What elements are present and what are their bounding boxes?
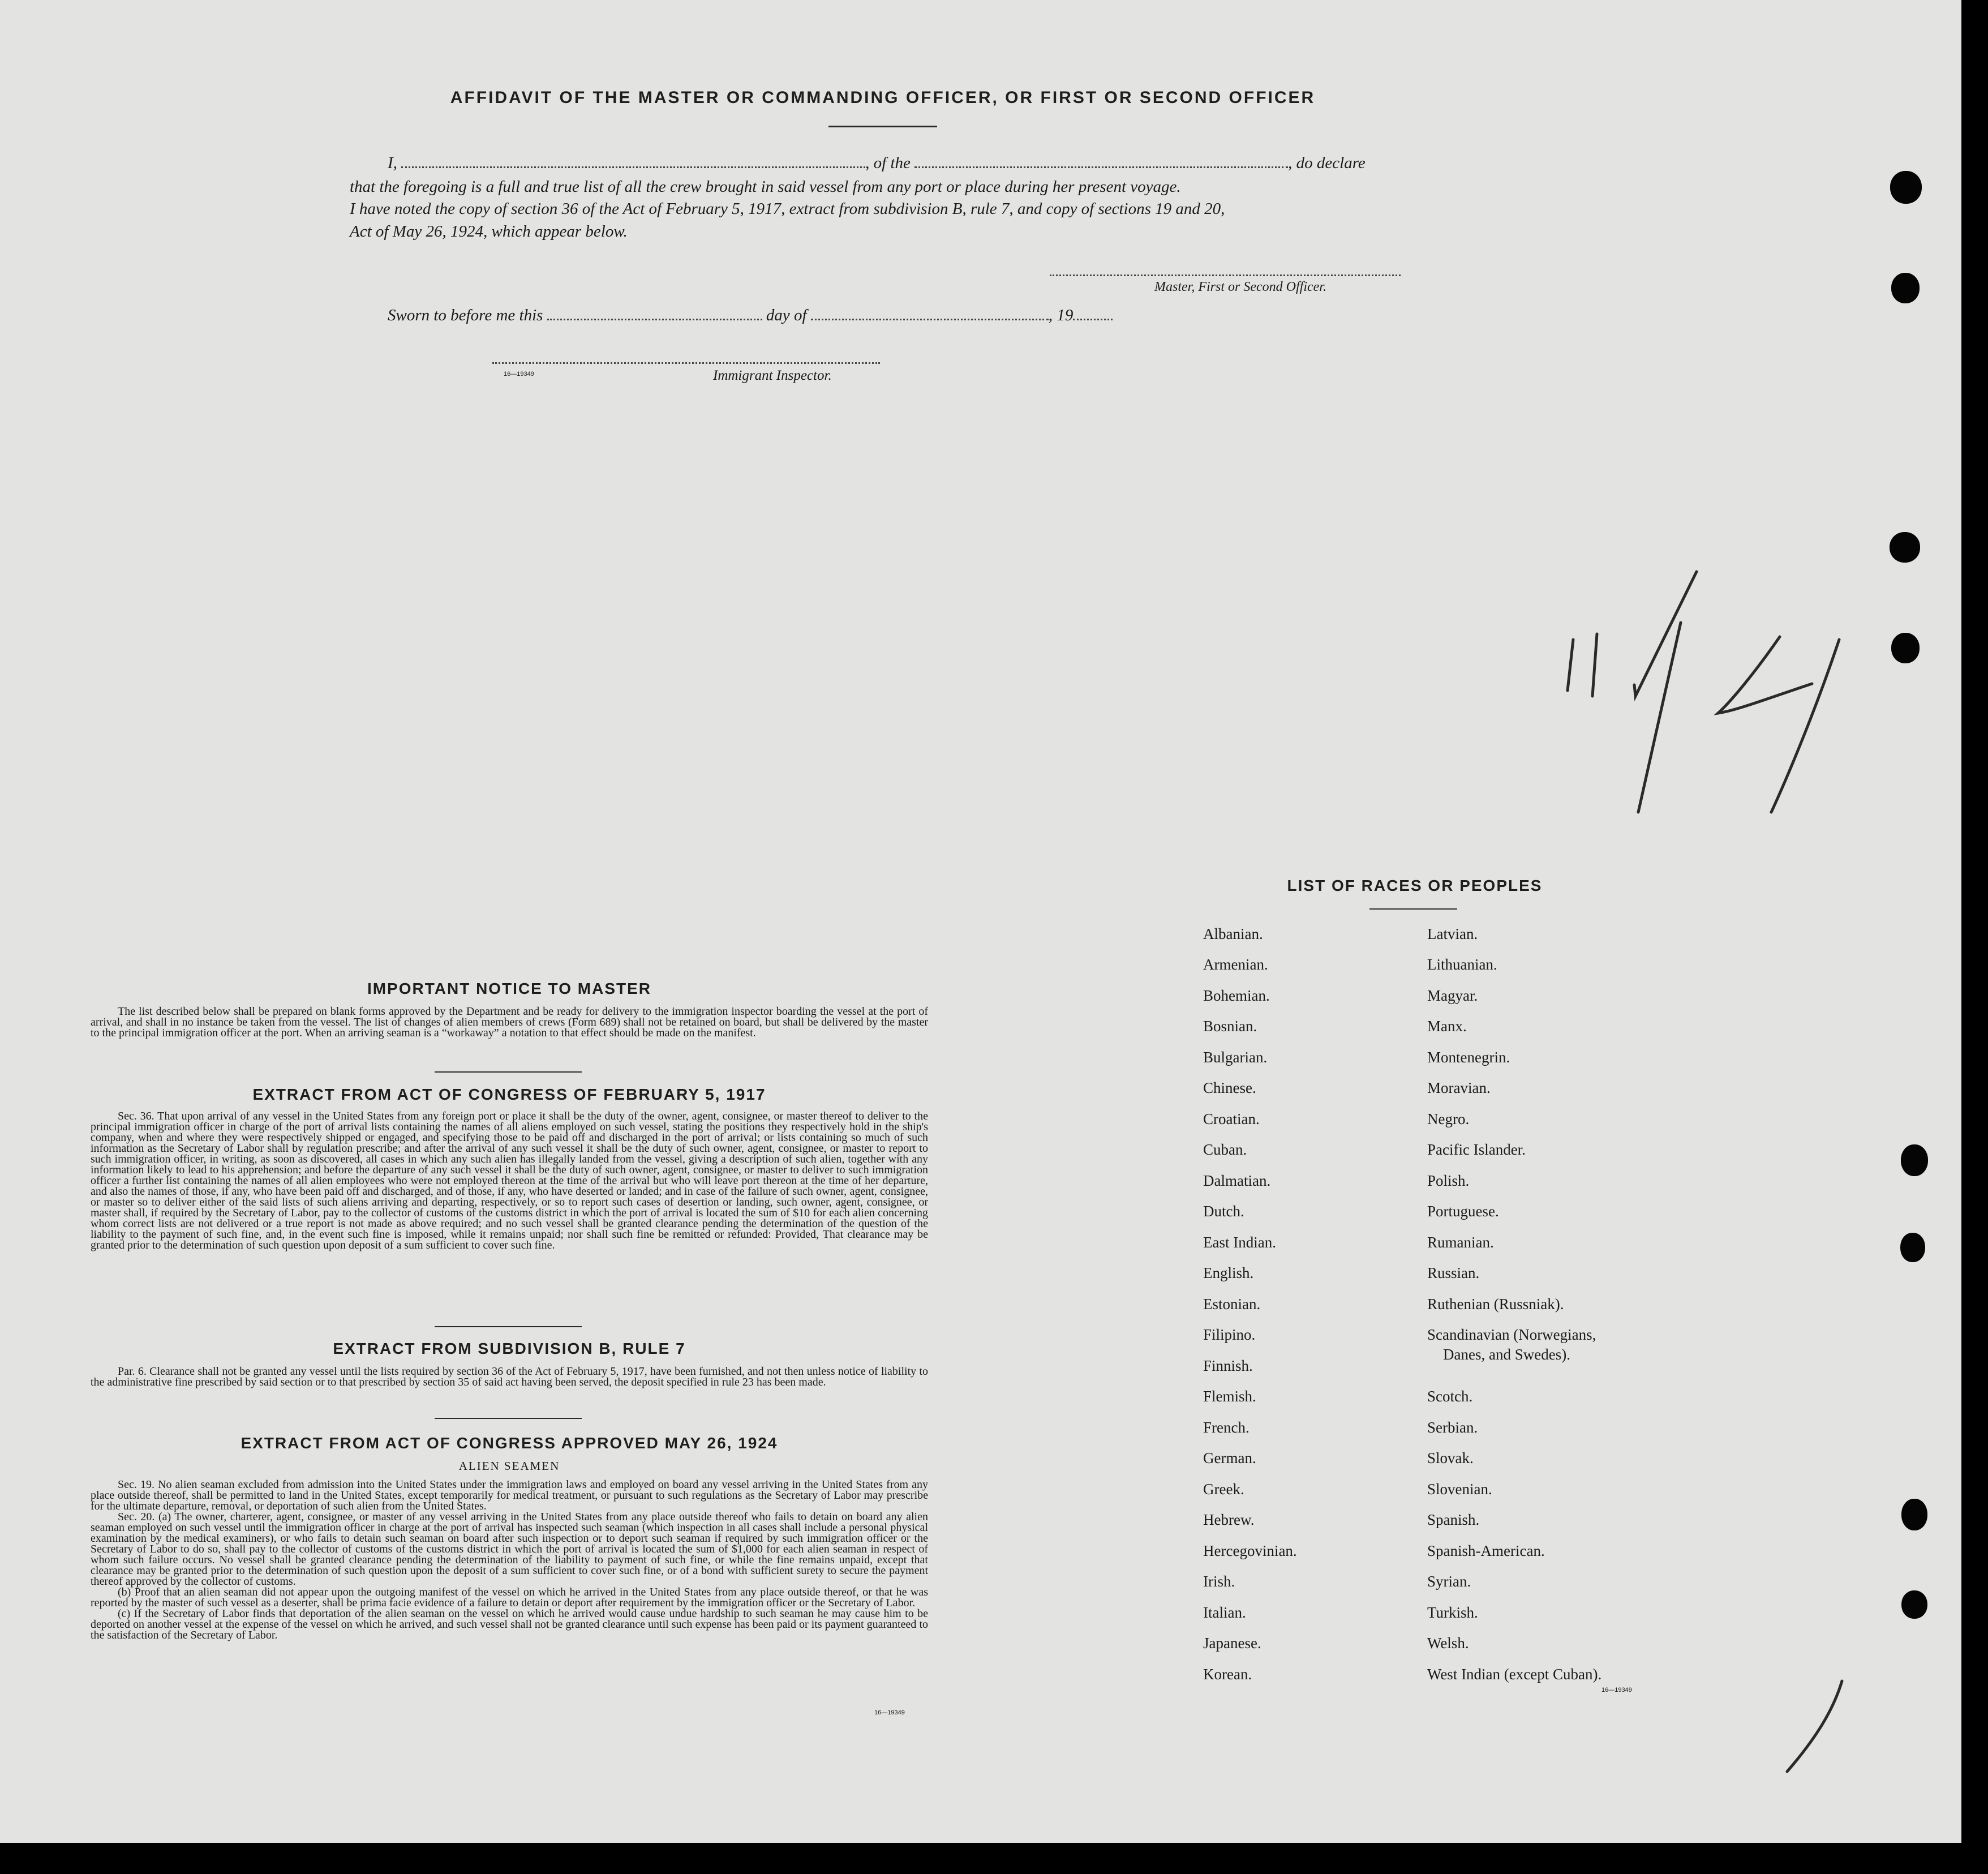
binder-hole [1901, 1499, 1927, 1530]
race-left: Chinese. [1203, 1079, 1256, 1096]
race-right: Turkish. [1427, 1604, 1478, 1621]
binder-hole [1890, 171, 1922, 204]
race-right: Latvian. [1427, 925, 1478, 942]
extract-1924-body [91, 1480, 928, 1641]
race-right: Montenegrin. [1427, 1049, 1510, 1066]
race-right: Welsh. [1427, 1635, 1469, 1652]
handwritten-mark [1777, 1675, 1856, 1777]
race-right: Serbian. [1427, 1419, 1478, 1436]
binder-hole [1900, 1233, 1925, 1262]
notice-divider [435, 1071, 582, 1073]
affidavit-line4: Act of May 26, 1924, which appear below. [350, 222, 628, 241]
race-right: Lithuanian. [1427, 956, 1497, 973]
race-right: Scandinavian (Norwegians, [1427, 1326, 1596, 1343]
race-left: Greek. [1203, 1481, 1244, 1498]
affidavit-line2: that the foregoing is a full and true list of all the crew brought in said vessel from any port or place during her present voyage. [350, 178, 1181, 196]
race-right: Ruthenian (Russniak). [1427, 1296, 1564, 1313]
form-number-bottom: 16—19349 [874, 1709, 905, 1716]
race-right: Negro. [1427, 1110, 1470, 1127]
race-right: Pacific Islander. [1427, 1141, 1526, 1158]
race-right: Rumanian. [1427, 1234, 1494, 1251]
notice-paragraph: The list described below shall be prepared on blank forms approved by the Department and be ready for delivery to the immigration inspector boarding the vessel at the port of arrival, and shall in no instance be taken from the vessel. The list of changes of alien members of crews (Form 689) shall not be retained on board, but shall be delivered by the master to the principal immigration officer at the port. When an arriving seaman is a “workaway” a notation to that effect should be made on the manifest. [91, 1005, 928, 1039]
race-right: Manx. [1427, 1018, 1467, 1035]
race-right: Polish. [1427, 1172, 1470, 1189]
race-right: Portuguese. [1427, 1203, 1499, 1220]
affidavit-declare: , do declare [1288, 154, 1366, 172]
sworn-day-of: day of [766, 306, 807, 324]
vessel-field[interactable] [914, 154, 1288, 168]
races-title: LIST OF RACES OR PEOPLES [1287, 877, 1543, 894]
inspector-label: Immigrant Inspector. [713, 368, 832, 383]
race-right: West Indian (except Cuban). [1427, 1666, 1602, 1683]
race-right: Slovenian. [1427, 1481, 1492, 1498]
race-left: Flemish. [1203, 1388, 1256, 1405]
sec19-paragraph: Sec. 19. No alien seaman excluded from admission into the United States under the immigration laws and employed on board any vessel arriving in the United States from any place outside thereof, shall be permitted to land in the United States, except temporarily for medical treatment, or pursuant to such regulations as the Secretary of Labor may prescribe for the ultimate departure, removal, or deportation of such alien from the United States. [91, 1478, 928, 1512]
race-left: Bohemian. [1203, 987, 1270, 1004]
race-right: Scotch. [1427, 1388, 1473, 1405]
binder-hole [1891, 273, 1920, 303]
race-right: Syrian. [1427, 1573, 1471, 1590]
rule7-paragraph: Par. 6. Clearance shall not be granted any vessel until the lists required by section 36 of the Act of February 5, 1917, have been furnished, and not then unless notice of liability to the administrative fine prescribed by said section or to that prescribed by section 35 of said act having been served, the deposit specified in rule 23 has been made. [91, 1365, 928, 1388]
binder-hole [1901, 1144, 1928, 1176]
sworn-year-field[interactable] [1073, 306, 1113, 320]
affidavit-of: , of the [865, 154, 911, 172]
handwritten-note-text [0, 0, 1, 1]
extract-1917-divider [435, 1326, 582, 1327]
binder-hole [1901, 1590, 1927, 1619]
race-left: Korean. [1203, 1666, 1252, 1683]
race-left: Bulgarian. [1203, 1049, 1268, 1066]
race-left: Cuban. [1203, 1141, 1247, 1158]
races-divider [1369, 908, 1457, 910]
race-left: Finnish. [1203, 1357, 1253, 1374]
sworn-date-field[interactable] [547, 306, 762, 320]
race-right: Magyar. [1427, 987, 1478, 1004]
extract-1917-title: EXTRACT FROM ACT OF CONGRESS OF FEBRUARY 5, 1917 [252, 1086, 766, 1103]
binder-hole [1891, 633, 1920, 663]
rule7-divider [435, 1418, 582, 1419]
race-right: Slovak. [1427, 1450, 1474, 1466]
form-number-top: 16—19349 [504, 371, 534, 378]
sworn-prefix: Sworn to before me this [388, 306, 543, 324]
race-left: Estonian. [1203, 1296, 1261, 1313]
race-left: Bosnian. [1203, 1018, 1257, 1035]
race-left: Irish. [1203, 1573, 1235, 1590]
race-left: German. [1203, 1450, 1256, 1466]
affidavit-title: AFFIDAVIT OF THE MASTER OR COMMANDING OFFICER, OR FIRST OR SECOND OFFICER [450, 88, 1316, 107]
race-right: Spanish. [1427, 1511, 1480, 1528]
race-left: French. [1203, 1419, 1250, 1436]
race-left: Dalmatian. [1203, 1172, 1271, 1189]
sworn-line [388, 306, 1180, 325]
race-left: Albanian. [1203, 925, 1263, 942]
race-left: Filipino. [1203, 1326, 1256, 1343]
rule7-title: EXTRACT FROM SUBDIVISION B, RULE 7 [333, 1340, 686, 1357]
race-left: Hebrew. [1203, 1511, 1255, 1528]
race-right: Moravian. [1427, 1079, 1491, 1096]
notice-body [91, 1006, 928, 1039]
race-right: Danes, and Swedes). [1443, 1346, 1570, 1363]
sec20a-paragraph: Sec. 20. (a) The owner, charterer, agent, consignee, or master of any vessel arriving in the United States from any place outside thereof who fails to detain on board any alien seaman employed on such vessel until the immigration officer in charge at the port of arrival has inspected such seaman (which inspection in all cases shall include a personal physical examination by the medical examiners), or who fails to detain such seaman on board after such inspection or to deport such seaman if required by such immigration officer or the Secretary of Labor to do so, shall pay to the collector of customs of the customs district in which the port of arrival is located the sum of $1,000 for each alien seaman in respect of whom such failure occurs. No vessel shall be granted clearance pending the determination of the liability to payment of such fine, or while the fine remains unpaid, except that clearance may be granted prior to the determination of such question upon the deposit of a sum sufficient to cover such fine, or of a bond with sufficient surety to secure the payment thereof approved by the collector of customs. [91, 1511, 928, 1588]
sworn-month-field[interactable] [811, 306, 1049, 320]
signature-label: Master, First or Second Officer. [1154, 280, 1326, 294]
sec20b-paragraph: (b) Proof that an alien seaman did not appear upon the outgoing manifest of the vessel on which he arrived in the United States from any place outside thereof, or that he was reported by the master of such vessel as a deserter, shall be prima facie evidence of a failure to detain or deport after requirement by the immigration officer or the Secretary of Labor. [91, 1586, 928, 1609]
affidavit-line3: I have noted the copy of section 36 of the Act of February 5, 1917, extract from subdivision B, rule 7, and copy of sections 19 and 20, [350, 200, 1225, 218]
affidavit-line1 [388, 154, 1420, 173]
title-divider [828, 126, 937, 127]
extract-1924-title: EXTRACT FROM ACT OF CONGRESS APPROVED MAY 26, 1924 [241, 1434, 778, 1452]
affidavit-i: I, [388, 154, 397, 172]
binder-hole [1890, 532, 1920, 563]
race-left: Hercegovinian. [1203, 1542, 1297, 1559]
sec36-paragraph: Sec. 36. That upon arrival of any vessel in the United States from any foreign port or place it shall be the duty of the owner, agent, consignee, or master thereof to deliver to the principal immigration officer in charge of the port of arrival lists containing the names of all aliens employed on such vessel, stating the positions they respectively hold in the ship's company, when and where they were respectively shipped or engaged, and specifying those to be paid off and discharged in the port of arrival; or lists containing so much of such information as the Secretary of Labor shall by regulation prescribe; and after the arrival of any such vessel it shall be the duty of such owner, agent, consignee, or master to report to such immigration officer, in writing, as soon as discovered, all cases in which any such alien has illegally landed from the vessel, giving a description of such alien, together with any information likely to lead to his apprehension; and before the departure of any such vessel it shall be the duty of such owner, agent, consignee, or master to deliver to such immigration officer a further list containing the names of all alien employees who were not employed thereon at the time of the arrival but who will leave port thereon at the time of her departure, and also the names of those, if any, who have been paid off and discharged, and of those, if any, who have deserted or landed; and in case of the failure of such owner, agent, consignee, or master so to deliver either of the said lists of such aliens arriving and departing, respectively, or so to report such cases of desertion or landing, such owner, agent, consignee, or master shall, if required by the Secretary of Labor, pay to the collector of customs of the customs district in which the port of arrival is located the sum of $10 for each alien concerning whom correct lists are not delivered or a true report is not made as above required; and no such vessel shall be granted clearance pending the determination of the question of the liability to the payment of such fine, and, in the event such fine is imposed, while it remains unpaid; nor shall such fine be remitted or refunded: Provided, That clearance may be granted prior to the determination of such question upon deposit of a sum sufficient to cover such fine. [91, 1110, 928, 1251]
race-left: English. [1203, 1264, 1254, 1281]
race-left: East Indian. [1203, 1234, 1276, 1251]
inspector-line[interactable] [492, 362, 880, 364]
handwritten-note [1551, 560, 1867, 821]
sworn-year-label: , 19 [1048, 306, 1074, 324]
form-number-races: 16—19349 [1601, 1687, 1632, 1693]
alien-seamen-subtitle: ALIEN SEAMEN [458, 1459, 560, 1473]
sec20c-paragraph: (c) If the Secretary of Labor finds that deportation of the alien seaman on the vessel on which he arrived would cause undue hardship to such seaman he may cause him to be deported on another vessel at the expense of the vessel on which he arrived, and such vessel shall not be granted clearance until such expense has been paid or its payment guaranteed to the satisfaction of the Secretary of Labor. [91, 1607, 928, 1641]
race-right: Spanish-American. [1427, 1542, 1545, 1559]
race-left: Armenian. [1203, 956, 1268, 973]
notice-title: IMPORTANT NOTICE TO MASTER [367, 980, 652, 997]
extract-1917-body [91, 1111, 928, 1251]
rule7-body [91, 1366, 928, 1388]
race-left: Dutch. [1203, 1203, 1244, 1220]
signature-line[interactable] [1050, 275, 1401, 276]
name-field[interactable] [401, 154, 865, 168]
race-left: Japanese. [1203, 1635, 1261, 1652]
race-right: Russian. [1427, 1264, 1480, 1281]
race-left: Croatian. [1203, 1110, 1260, 1127]
race-left: Italian. [1203, 1604, 1246, 1621]
